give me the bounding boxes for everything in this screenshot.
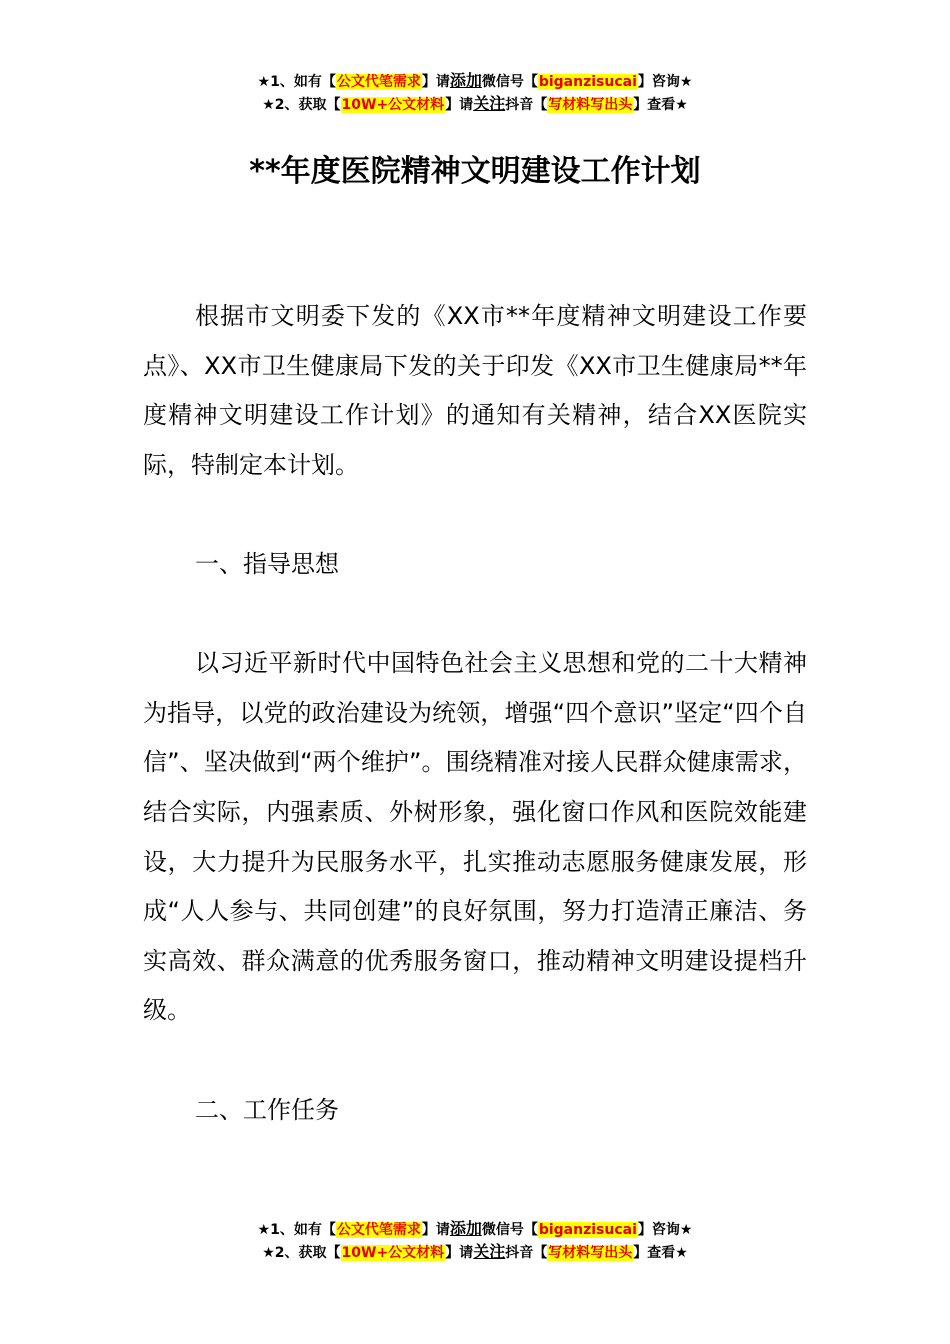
document-title: **年度医院精神文明建设工作计划 bbox=[249, 154, 701, 189]
banner-text: ★1、如有【 bbox=[257, 74, 336, 90]
banner-highlight: 公文代笔需求 bbox=[336, 1222, 421, 1238]
banner-highlight: 10W+公文材料 bbox=[341, 97, 445, 113]
banner-text: 】请 bbox=[421, 1222, 450, 1238]
banner-highlight: 公文代笔需求 bbox=[336, 74, 421, 90]
banner-highlight: biganzisucai bbox=[538, 74, 637, 90]
section-heading-2: 二、工作任务 bbox=[195, 1095, 339, 1124]
paragraph-spacer bbox=[143, 1036, 807, 1086]
banner-emphasis: 关注 bbox=[473, 1242, 506, 1261]
banner-text: 】请 bbox=[421, 74, 450, 90]
document-body bbox=[143, 292, 807, 1135]
intro-paragraph: 根据市文明委下发的《XX市**年度精神文明建设工作要点》、XX市卫生健康局下发的关于印发《XX市卫生健康局**年度精神文明建设工作计划》的通知有关精神，结合XX医院实际，特制定本计划。 bbox=[143, 302, 807, 479]
banner-text: 抖音【 bbox=[505, 1245, 548, 1261]
banner-text: 】咨询★ bbox=[637, 1222, 693, 1238]
banner-text: 微信号【 bbox=[481, 74, 538, 90]
banner-highlight: 10W+公文材料 bbox=[341, 1245, 445, 1261]
banner-text: 抖音【 bbox=[505, 97, 548, 113]
banner-text: 】咨询★ bbox=[637, 74, 693, 90]
banner-highlight: biganzisucai bbox=[538, 1222, 637, 1238]
banner-text: 】请 bbox=[445, 97, 474, 113]
banner-text: 】查看★ bbox=[633, 97, 688, 113]
banner-line-1 bbox=[0, 1217, 950, 1240]
footer-banner bbox=[0, 1217, 950, 1263]
section-heading-1: 一、指导思想 bbox=[195, 549, 339, 578]
banner-highlight: 写材料写出头 bbox=[548, 97, 633, 113]
banner-text: 】查看★ bbox=[633, 1245, 688, 1261]
banner-text: ★2、获取【 bbox=[262, 97, 341, 113]
banner-text: 】请 bbox=[445, 1245, 474, 1261]
banner-line-1 bbox=[0, 69, 950, 92]
banner-text: ★1、如有【 bbox=[257, 1222, 336, 1238]
section-1-paragraph: 以习近平新时代中国特色社会主义思想和党的二十大精神为指导，以党的政治建设为统领，增强“四个意识”坚定“四个自信”、坚决做到“两个维护”。围绕精准对接人民群众健康需求，结合实际，内强素质、外树形象，强化窗口作风和医院效能建设，大力提升为民服务水平，扎实推动志愿服务健康发展，形成“人人参与、共同创建”的良好氛围，努力打造清正廉洁、务实高效、群众满意的优秀服务窗口，推动精神文明建设提档升级。 bbox=[143, 649, 807, 1025]
banner-line-2 bbox=[0, 1240, 950, 1263]
banner-emphasis: 关注 bbox=[473, 94, 506, 113]
banner-emphasis: 添加 bbox=[449, 71, 482, 90]
banner-highlight: 写材料写出头 bbox=[548, 1245, 633, 1261]
banner-text: 微信号【 bbox=[481, 1222, 538, 1238]
header-banner bbox=[0, 69, 950, 115]
banner-text: ★2、获取【 bbox=[262, 1245, 341, 1261]
paragraph-spacer bbox=[143, 490, 807, 540]
banner-line-2 bbox=[0, 92, 950, 115]
banner-emphasis: 添加 bbox=[449, 1219, 482, 1238]
paragraph-spacer bbox=[143, 590, 807, 640]
